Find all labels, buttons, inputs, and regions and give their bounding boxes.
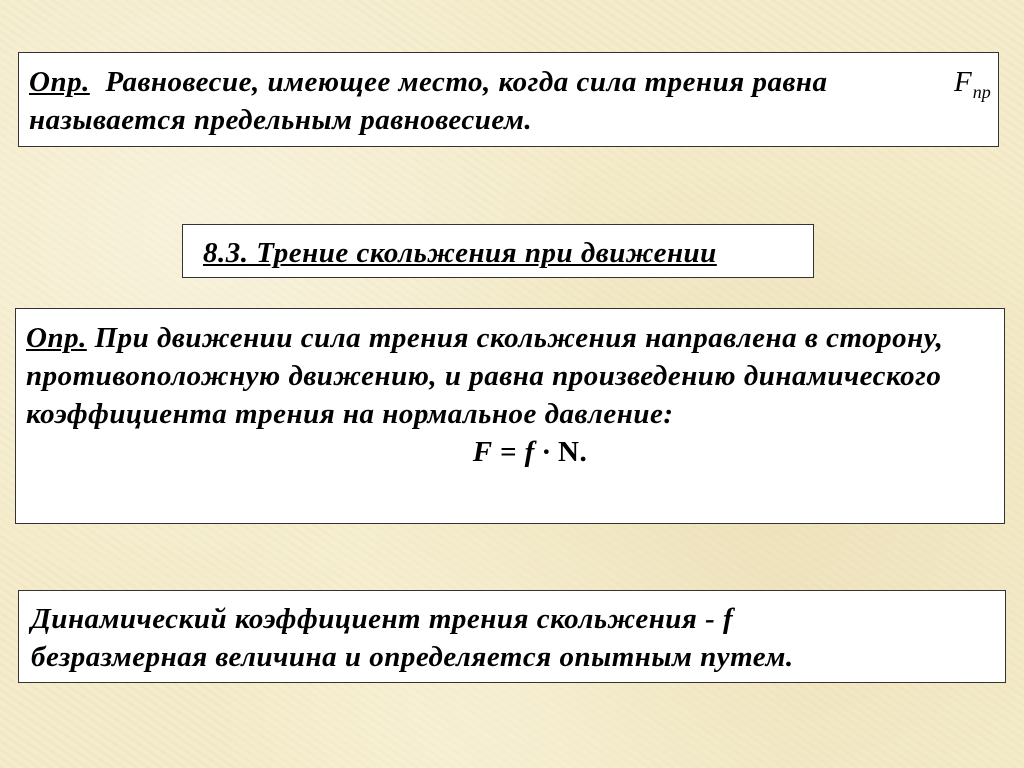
definition-line-1 [29,63,988,101]
definition-box-sliding-friction [15,308,1005,524]
definition-box-limit-equilibrium [18,52,999,147]
section-heading: 8.3. Трение скольжения при движении [203,237,717,269]
note-line-1: Динамический коэффициент трения скольжения - f [31,603,734,635]
formula-right: N. [558,436,588,468]
formula-left: F = f · [472,436,551,468]
definition-text: При движении сила трения скольжения направлена в сторону, противоположную движению, и равна произведению динамического коэффициента трения на нормальное давление: [26,322,944,430]
definition-text-line-2: называется предельным равновесием. [29,104,533,136]
definition-paragraph [26,319,994,433]
definition-label: Опр. [26,322,87,354]
definition-label: Опр. [29,66,90,98]
note-line-2: безразмерная величина и определяется опытным путем. [31,641,794,673]
friction-limit-symbol: $F_{пр}$ [954,66,991,102]
definition-text-line-1: Равновесие, имеющее место, когда сила трения равна [105,66,828,98]
friction-formula [26,433,994,471]
dynamic-coefficient-note-box [18,590,1006,683]
section-heading-box [182,224,814,278]
